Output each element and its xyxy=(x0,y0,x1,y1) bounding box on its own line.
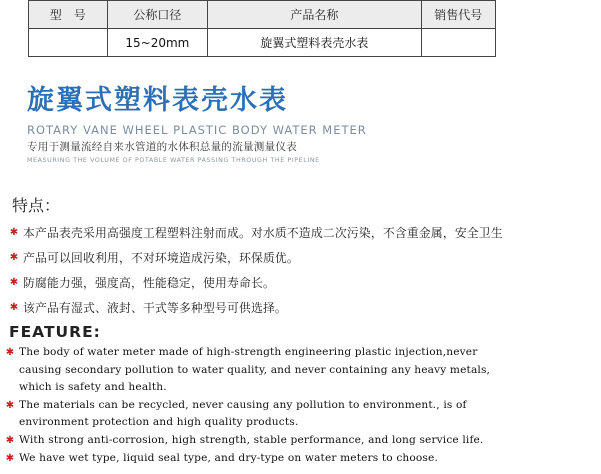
feature-en-text: With strong anti-corrosion, high strength, stable performance, and long service life. xyxy=(19,433,484,446)
star-bullet-icon: ✱ xyxy=(9,276,19,288)
cell-nominal-diameter: 15~20mm xyxy=(107,29,208,57)
feature-cn-text: 该产品有湿式、液封、干式等多种型号可供选择。 xyxy=(23,301,287,315)
features-cn-heading: 特点： xyxy=(12,196,61,215)
feature-en-text: The body of water meter made of high-strength engineering plastic injection,never causing secondary pollution to water quality, and never containing any heavy metals, which is safety and health. xyxy=(19,346,491,394)
table-header-row xyxy=(29,1,496,29)
feature-en-text: The materials can be recycled, never causing any pollution to environment., is of environment protection and high quality products. xyxy=(19,398,467,429)
product-subtitle-cn: 专用于测量流经自来水管道的水体积总量的流量测量仪表 xyxy=(27,141,297,153)
spec-table xyxy=(28,0,496,57)
star-bullet-icon: ✱ xyxy=(9,226,19,238)
star-bullet-icon: ✱ xyxy=(5,347,15,358)
star-bullet-icon: ✱ xyxy=(5,434,15,446)
list-item xyxy=(8,295,598,320)
star-bullet-icon: ✱ xyxy=(5,399,15,411)
features-cn-list xyxy=(8,220,598,320)
product-title-cn: 旋翼式塑料表壳水表 xyxy=(27,85,288,116)
feature-en-text: We have wet type, liquid seal type, and dry-type on water meters to choose. xyxy=(19,451,438,464)
product-title-en: ROTARY VANE WHEEL PLASTIC BODY WATER METER xyxy=(27,123,367,137)
feature-cn-text: 本产品表壳采用高强度工程塑料注射而成。对水质不造成二次污染，不含重金属，安全卫生 xyxy=(23,226,503,240)
table-row xyxy=(29,29,496,57)
header-model: 型 号 xyxy=(29,1,108,29)
cell-product-name: 旋翼式塑料表壳水表 xyxy=(208,29,421,57)
list-item xyxy=(8,270,598,295)
header-product-name: 产品名称 xyxy=(208,1,421,29)
cell-model xyxy=(29,29,108,57)
features-en-list xyxy=(4,344,600,467)
header-sales-code: 销售代号 xyxy=(421,1,496,29)
list-item xyxy=(8,220,598,245)
header-nominal-diameter: 公称口径 xyxy=(107,1,208,29)
star-bullet-icon: ✱ xyxy=(9,251,19,263)
list-item xyxy=(8,245,598,270)
list-item xyxy=(4,344,600,397)
list-item xyxy=(4,397,600,432)
list-item xyxy=(4,432,600,450)
star-bullet-icon: ✱ xyxy=(9,301,19,313)
star-bullet-icon: ✱ xyxy=(5,452,15,464)
feature-cn-text: 产品可以回收利用，不对环境造成污染，环保质优。 xyxy=(23,251,299,265)
product-subtitle-en: MEASURING THE VOLUME OF POTABLE WATER PASSING THROUGH THE PIPELINE xyxy=(27,157,320,164)
cell-sales-code xyxy=(421,29,496,57)
feature-cn-text: 防腐能力强，强度高，性能稳定，使用寿命长。 xyxy=(23,276,275,290)
features-en-heading: FEATURE: xyxy=(9,323,101,341)
list-item xyxy=(4,450,600,468)
